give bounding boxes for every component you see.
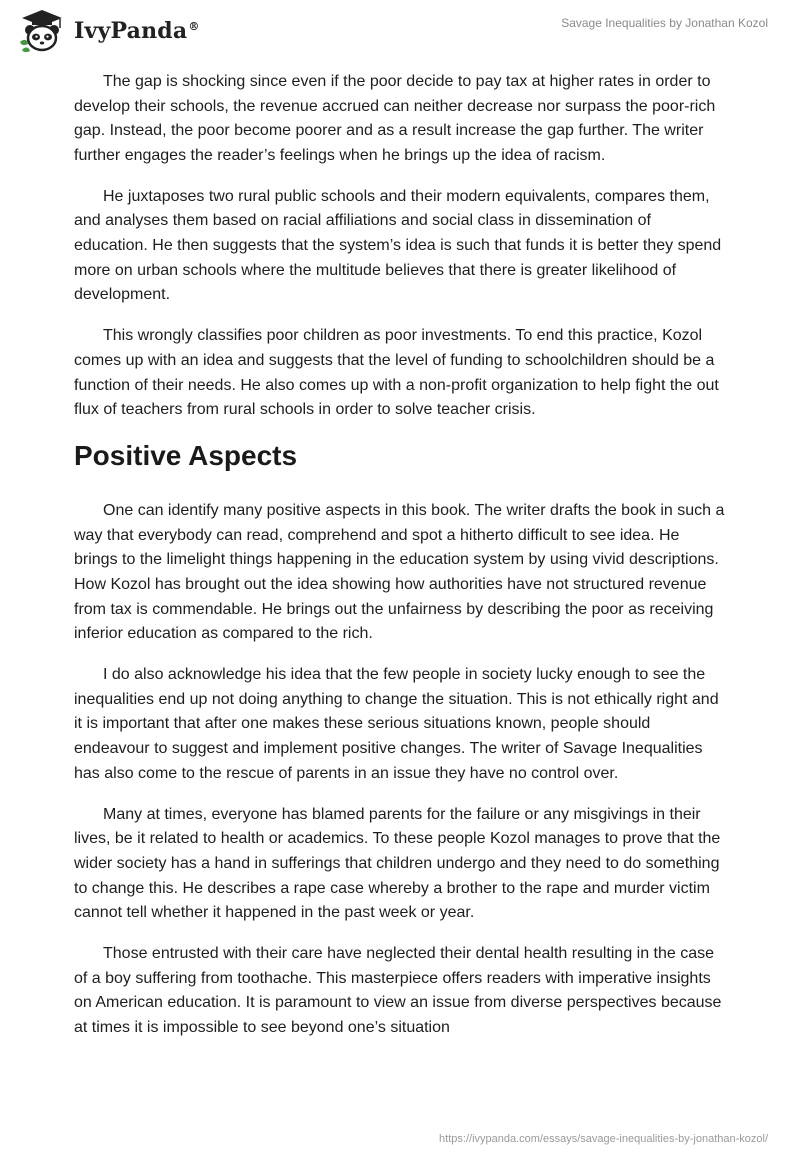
brand-name: IvyPanda® [74, 18, 200, 44]
paragraph: I do also acknowledge his idea that the few people in society lucky enough to see the inequalities end up not doing anything to change the situation. This is not ethically right and it is important that after one makes these serious situations known, people should endeavour to suggest and implement positive changes. The writer of Savage Inequalities has also come to the rescue of parents in an issue they have no control over. [74, 666, 719, 782]
paragraph: This wrongly classifies poor children as poor investments. To end this practice, Kozol comes up with an idea and suggests that the level of funding to schoolchildren should be a function of their needs. He also comes up with a non-profit organization to help fight the out flux of teachers from rural schools in order to solve teacher crisis. [74, 327, 719, 419]
paragraph: He juxtaposes two rural public schools and their modern equivalents, compares them, and analyses them based on racial affiliations and social class in dissemination of education. He then suggests that the system’s idea is such that funds it is better they spend more on urban schools where the multitude believes that there is greater likelihood of development. [74, 187, 722, 304]
ivypanda-logo[interactable] [16, 8, 200, 54]
document-title: Savage Inequalities by Jonathan Kozol [561, 16, 768, 30]
paragraph: One can identify many positive aspects in this book. The writer drafts the book in such a way that everybody can read, comprehend and spot a hitherto difficult to see idea. He brings to the limelight things happening in the education system by using vivid descriptions. How Kozol has brought out the idea showing how authorities have not structured revenue from tax is commendable. He brings out the unfairness by describing the poor as receiving inferior education as compared to the rich. [74, 502, 725, 643]
paragraph: The gap is shocking since even if the poor decide to pay tax at higher rates in order to develop their schools, the revenue accrued can neither decrease nor surpass the poor-rich gap. Instead, the poor become poorer and as a result increase the gap further. The writer further engages the reader’s feelings when he brings up the idea of racism. [74, 73, 716, 164]
essay-content [74, 70, 726, 1057]
source-url[interactable]: https://ivypanda.com/essays/savage-inequalities-by-jonathan-kozol/ [439, 1133, 768, 1145]
page-header [0, 0, 800, 56]
panda-graduate-icon [16, 8, 68, 54]
paragraph: Those entrusted with their care have neglected their dental health resulting in the case of a boy suffering from toothache. This masterpiece offers readers with imperative insights on American education. It is paramount to view an issue from diverse perspectives because at times it is impossible to see beyond one’s situation [74, 945, 722, 1036]
paragraph: Many at times, everyone has blamed parents for the failure or any misgivings in their lives, be it related to health or academics. To these people Kozol manages to prove that the wider society has a hand in sufferings that children undergo and they need to do something to change this. He describes a rape case whereby a brother to the rape and murder victim cannot tell whether it happened in the past week or year. [74, 805, 721, 922]
section-heading: Positive Aspects [74, 440, 298, 472]
registered-mark: ® [188, 19, 200, 33]
